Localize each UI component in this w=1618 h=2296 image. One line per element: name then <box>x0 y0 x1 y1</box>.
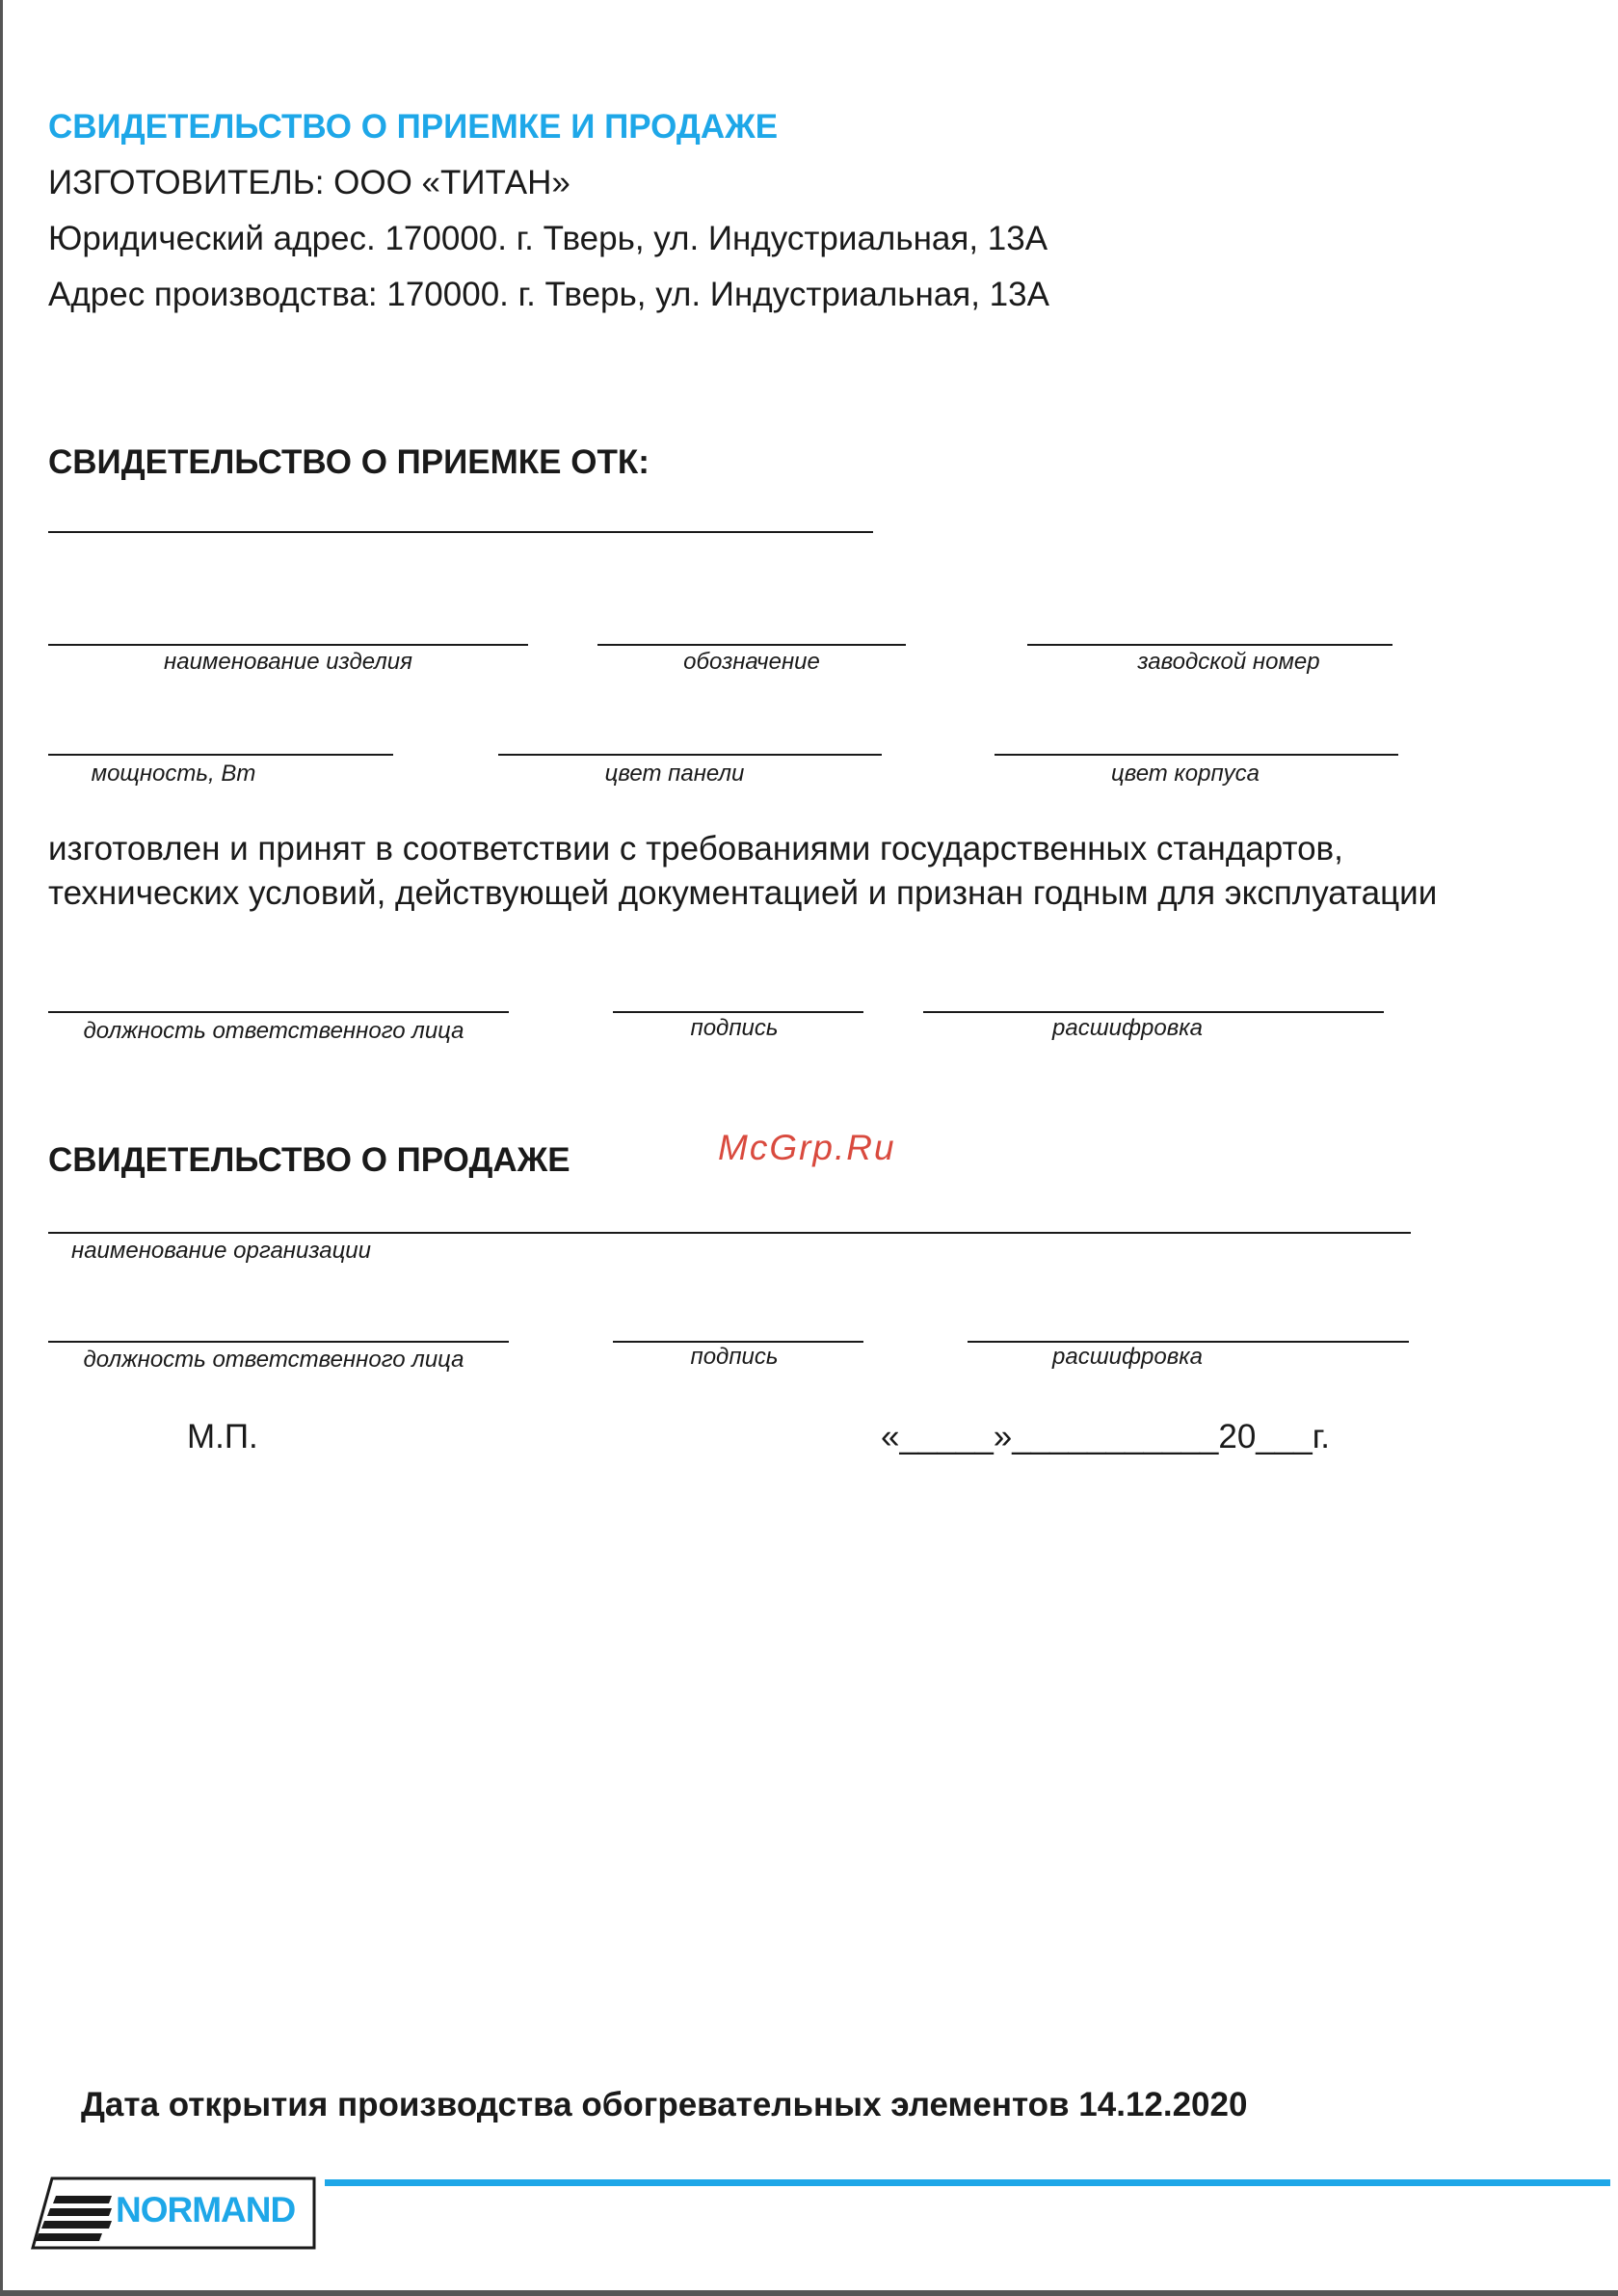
otk-heading: СВИДЕТЕЛЬСТВО О ПРИЕМКЕ ОТК: <box>48 443 650 481</box>
brand-name: NORMAND <box>116 2190 296 2229</box>
production-date-note: Дата открытия производства обогревательных элементов 14.12.2020 <box>81 2086 1248 2123</box>
power-caption: мощность, Вт <box>91 761 256 787</box>
sale-heading: СВИДЕТЕЛЬСТВО О ПРОДАЖЕ <box>48 1141 570 1179</box>
otk-position-caption: должность ответственного лица <box>83 1018 464 1044</box>
case-color-line[interactable] <box>995 754 1398 756</box>
sale-position-line[interactable] <box>48 1341 509 1343</box>
product-name-line[interactable] <box>48 644 528 646</box>
panel-color-caption: цвет панели <box>604 761 745 787</box>
organization-caption: наименование организации <box>71 1238 371 1264</box>
serial-number-line[interactable] <box>1027 644 1393 646</box>
serial-number-caption: заводской номер <box>1137 649 1320 675</box>
case-color-caption: цвет корпуса <box>1110 761 1260 787</box>
otk-signature-line[interactable] <box>613 1011 863 1013</box>
otk-decryption-line[interactable] <box>923 1011 1384 1013</box>
sale-decryption-caption: расшифровка <box>1052 1344 1203 1370</box>
otk-blank-line[interactable] <box>48 531 873 533</box>
acceptance-statement: изготовлен и принят в соответствии с требованиями государственных стандартов, технических условий, действующей документацией и признан годным для эксплуатации <box>48 830 1438 912</box>
page-left-edge <box>0 0 3 2296</box>
brand-logo <box>31 2176 316 2252</box>
otk-position-line[interactable] <box>48 1011 509 1013</box>
power-line[interactable] <box>48 754 393 756</box>
designation-line[interactable] <box>597 644 906 646</box>
otk-decryption-caption: расшифровка <box>1052 1015 1203 1041</box>
legal-address: Юридический адрес. 170000. г. Тверь, ул. Индустриальная, 13А <box>48 220 1048 257</box>
document-title: СВИДЕТЕЛЬСТВО О ПРИЕМКЕ И ПРОДАЖЕ <box>48 108 779 146</box>
sale-signature-caption: подпись <box>690 1344 779 1370</box>
production-address: Адрес производства: 170000. г. Тверь, ул. Индустриальная, 13А <box>48 276 1049 313</box>
product-name-caption: наименование изделия <box>164 649 412 675</box>
page-bottom-edge <box>0 2290 1618 2296</box>
sale-decryption-line[interactable] <box>968 1341 1409 1343</box>
stamp-label: М.П. <box>187 1418 258 1455</box>
manufacturer: ИЗГОТОВИТЕЛЬ: ООО «ТИТАН» <box>48 164 570 201</box>
panel-color-line[interactable] <box>498 754 882 756</box>
otk-signature-caption: подпись <box>690 1015 779 1041</box>
designation-caption: обозначение <box>683 649 820 675</box>
sale-date-field[interactable]: «_____»___________20___г. <box>881 1418 1330 1455</box>
footer-accent-line <box>325 2179 1610 2186</box>
sale-signature-line[interactable] <box>613 1341 863 1343</box>
sale-position-caption: должность ответственного лица <box>83 1347 464 1373</box>
organization-line[interactable] <box>48 1232 1411 1234</box>
watermark: McGrp.Ru <box>718 1128 896 1167</box>
